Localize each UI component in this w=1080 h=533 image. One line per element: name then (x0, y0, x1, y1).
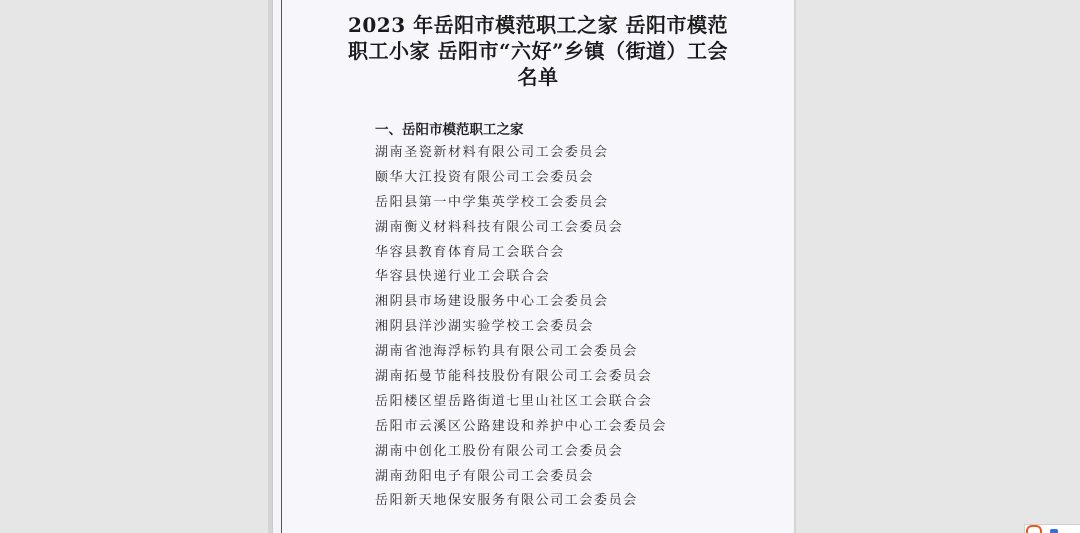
list-item: 湖南省池海浮标钓具有限公司工会委员会 (375, 344, 638, 360)
list-item: 岳阳楼区望岳路街道七里山社区工会联合会 (375, 393, 653, 409)
app-logo-icon[interactable] (1026, 525, 1042, 533)
list-item: 湖南圣瓷新材料有限公司工会委员会 (375, 145, 609, 160)
title-line-3: 名单 (517, 65, 559, 89)
list-item: 湘阴县市场建设服务中心工会委员会 (375, 294, 609, 310)
page-title (282, 12, 794, 90)
list-item: 湖南劲阳电子有限公司工会委员会 (375, 468, 595, 484)
organization-list (375, 141, 667, 514)
title-line-2: 职工小家 岳阳市“六好”乡镇（街道）工会 (348, 39, 728, 63)
list-item: 岳阳新天地保安服务有限公司工会委员会 (375, 493, 638, 509)
list-item: 湖南衡义材料科技有限公司工会委员会 (375, 219, 624, 235)
list-item: 湖南拓曼节能科技股份有限公司工会委员会 (375, 369, 653, 385)
page-content (281, 0, 794, 533)
section-heading: 一、岳阳市模范职工之家 (375, 122, 524, 138)
list-item: 湖南中创化工股份有限公司工会委员会 (375, 443, 624, 459)
title-line-1: 2023 年岳阳市模范职工之家 岳阳市模范 (347, 13, 729, 37)
list-item: 岳阳县第一中学集英学校工会委员会 (375, 194, 609, 210)
list-item: 湘阴县洋沙湖实验学校工会委员会 (375, 319, 595, 335)
list-item: 华容县教育体育局工会联合会 (375, 244, 565, 260)
list-item: 华容县快递行业工会联合会 (375, 269, 551, 285)
toolbar-indicator-icon (1050, 529, 1058, 533)
list-item: 岳阳市云溪区公路建设和养护中心工会委员会 (375, 418, 668, 434)
list-item: 颐华大江投资有限公司工会委员会 (375, 169, 595, 185)
document-page (272, 0, 794, 533)
